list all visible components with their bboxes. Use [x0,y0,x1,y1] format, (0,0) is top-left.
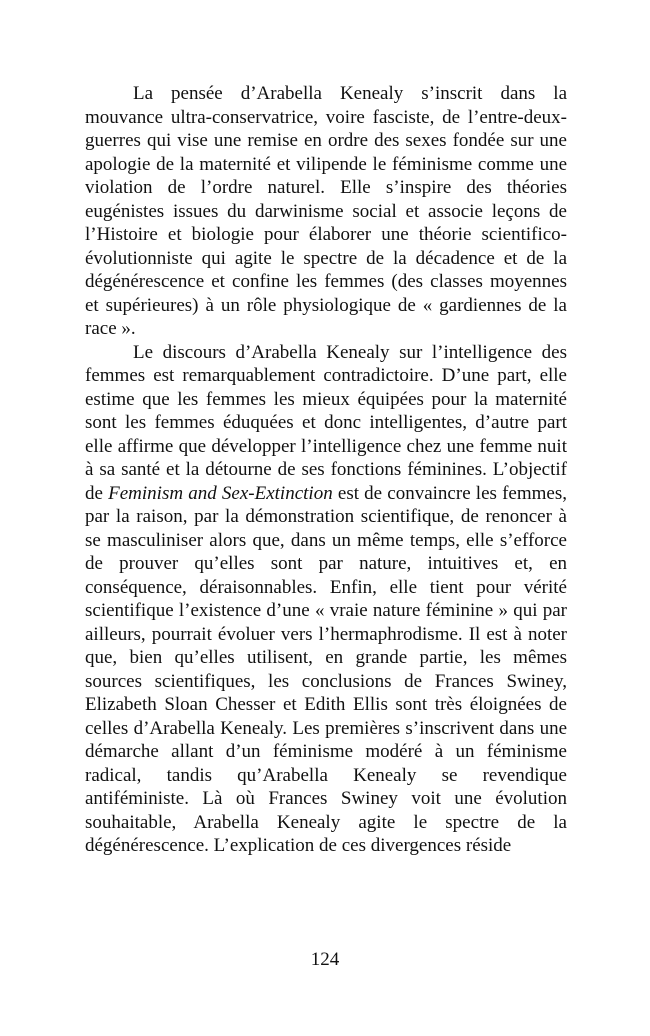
page-number: 124 [310,949,340,970]
paragraph-1 [85,82,567,341]
page-body [85,82,567,858]
paragraph-2-text-after-italic: est de convaincre les femmes, par la raison, par la démonstration scientifique, de renoncer à se masculiniser alors que, dans un même temps, elle s’efforce de prouver qu’elles sont par nature, intuitives et, en conséquence, déraisonnables. Enfin, elle tient pour vérité scientifique l’existence d’une « vraie nature féminine » qui par ailleurs, pourrait évoluer vers l’hermaphrodisme. Il est à noter que, bien qu’elles utilisent, en grande partie, les mêmes sources scientifiques, les conclusions de Frances Swiney, Elizabeth Sloan Chesser et Edith Ellis sont très éloignées de celles d’Arabella Kenealy. Les premières s’inscrivent dans une démarche allant d’un féminisme modéré à un féminisme radical, tandis qu’Arabella Kenealy se revendique antiféministe. Là où Frances Swiney voit une évolution souhaitable, Arabella Kenealy agite le spectre de la dégénérescence. L’explication de ces divergences réside [85,482,567,856]
paragraph-2-text-before-italic: Le discours d’Arabella Kenealy sur l’intelligence des femmes est remarquablement contradictoire. D’une part, elle estime que les femmes les mieux équipées pour la maternité sont les femmes éduquées et donc intelligentes, d’autre part elle affirme que développer l’intelligence chez une femme nuit à sa santé et la détourne de ses fonctions féminines. L’objectif de [85,341,567,504]
paragraph-1-text: La pensée d’Arabella Kenealy s’inscrit dans la mouvance ultra-conservatrice, voire fasciste, de l’entre-deux-guerres qui vise une remise en ordre des sexes fondée sur une apologie de la maternité et vilipende le féminisme comme une violation de l’ordre naturel. Elle s’inspire des théories eugénistes issues du darwinisme social et associe leçons de l’Histoire et biologie pour élaborer une théorie scientifico-évolutionniste qui agite le spectre de la décadence et de la dégénérescence et confine les femmes (des classes moyennes et supérieures) à un rôle physiologique de « gardiennes de la race ». [85,83,567,339]
book-title-italic: Feminism and Sex-Extinction [108,482,333,504]
paragraph-2 [85,341,567,858]
